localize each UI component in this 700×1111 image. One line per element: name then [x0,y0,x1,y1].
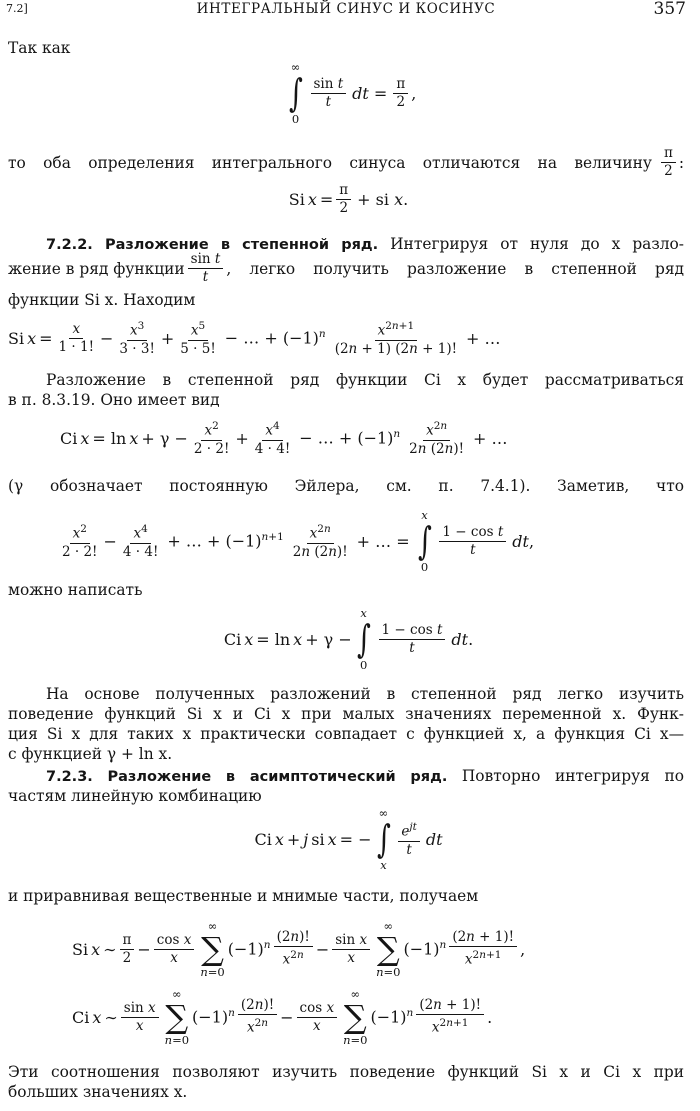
paragraph-7-2-2-line1: 7.2.2. Разложение в степенной ряд. Интегрируя от нуля до x разло- [46,235,684,253]
paragraph-small-x-line3: ция Si x для таких x практически совпадает с функцией x, а функция Ci x— [8,725,684,743]
text-mozhno-napisat: можно написать [8,581,143,599]
paragraph-small-x-line1: На основе полученных разложений в степенной ряд легко изучить [46,685,684,703]
paragraph-7-2-2-line3: функции Si x. Находим [8,291,196,309]
paragraph-7-2-3-line1: 7.2.3. Разложение в асимптотический ряд. Повторно интегрируя по [46,767,684,785]
equation-dirichlet-integral: ∞ ∫ 0 $\frac{\text{sin t}}{t}$ dt = $\frac{\pi}{2}$ , [288,60,417,126]
section-number: 7.2] [6,2,28,15]
paragraph-euler: (γ обозначает постоянную Эйлера, см. п. 7.4.1). Заметив, что [8,477,684,495]
equation-si-series: Si x = $\frac{x}{1 \cdot 1!}$ − $\frac{x^3}{3 \cdot 3!}$ + $\frac{x^5}{5 \cdot 5!}$ − … + $(-1)^n$ $\frac{x^{2n+1}}{(2n + 1) (2n + 1)!}$ + … [8,320,501,357]
paragraph-small-x-line2: поведение функций Si x и Ci x при малых значениях переменной x. Функ- [8,705,684,723]
paragraph-small-x-line4: с функцией γ + ln x. [8,745,173,763]
equation-si-asymptotic: Si x ∼ $\frac{\pi}{2}$ − $\frac{\text{cos x}}{x}$ ∞ ∑ n=0 $(-1)^n$ $\frac{(2n)!}{x^{2n}}$ − $\frac{\text{sin x}}{x}$ ∞ ∑ n=0 $(-1)^n$ $\frac{(2n + 1)!}{x^{2n+1}}$ , [72,919,526,979]
heading-7-2-3: 7.2.3. Разложение в асимптотический ряд. [46,769,448,785]
equation-ci-asymptotic: Ci x ∼ $\frac{\text{sin x}}{x}$ ∞ ∑ n=0 $(-1)^n$ $\frac{(2n)!}{x^{2n}}$ − $\frac{\text{cos x}}{x}$ ∞ ∑ n=0 $(-1)^n$ $\frac{(2n + 1)!}{x^{2n+1}}$ . [72,987,493,1047]
text-tak-kak: Так как [8,39,71,57]
equation-exp-integral: Ci x + j si x = − ∞ ∫ x $\frac{e^{jt}}{t}$ dt [254,806,443,872]
equation-ci-series: Ci x = ln x + γ − $\frac{x^2}{2 \cdot 2!}$ + $\frac{x^4}{4 \cdot 4!}$ − … + $(-1)^n$ $\frac{x^{2n}}{2n (2n)!}$ + … [60,420,508,457]
paragraph-7-2-3-line2: частям линейную комбинацию [8,787,262,805]
paragraph-ci-line2: в п. 8.3.19. Оно имеет вид [8,391,220,409]
text-differ-line: то оба определения интегрального синуса отличаются на величину $\frac{\pi}{2}$ : [8,145,684,179]
equation-si-relation: Si x = $\frac{\pi}{2}$ + si x. [288,181,409,216]
equation-cos-integral: $\frac{x^2}{2 \cdot 2!}$ − $\frac{x^4}{4 \cdot 4!}$ + … + $(-1)^{n+1}$ $\frac{x^{2n}}{2n (2n)!}$ + … = x ∫ 0 $\frac{\text{1 − cos t}}{t}$ dt, [62,508,535,574]
text-differ: то оба определения интегрального синуса отличаются на величину [8,153,652,172]
paragraph-large-x-line2: больших значениях x. [8,1083,188,1101]
paragraph-real-imag: и приравнивая вещественные и мнимые части, получаем [8,887,479,905]
heading-7-2-2: 7.2.2. Разложение в степенной ряд. [46,237,379,253]
paragraph-ci-line1: Разложение в степенной ряд функции Ci x будет рассматриваться [46,371,684,389]
running-title: ИНТЕГРАЛЬНЫЙ СИНУС И КОСИНУС [196,1,496,17]
paragraph-7-2-2-line2: жение в ряд функции $\frac{\text{sin t}}{t}$ , легко получить разложение в степенной ряд [8,251,684,285]
paragraph-large-x-line1: Эти соотношения позволяют изучить поведение функций Si x и Ci x при [8,1063,684,1081]
page-number: 357 [653,0,686,19]
equation-ci-integral: Ci x = ln x + γ − x ∫ 0 $\frac{\text{1 − cos t}}{t}$ dt. [223,606,474,672]
page-header [6,0,686,22]
